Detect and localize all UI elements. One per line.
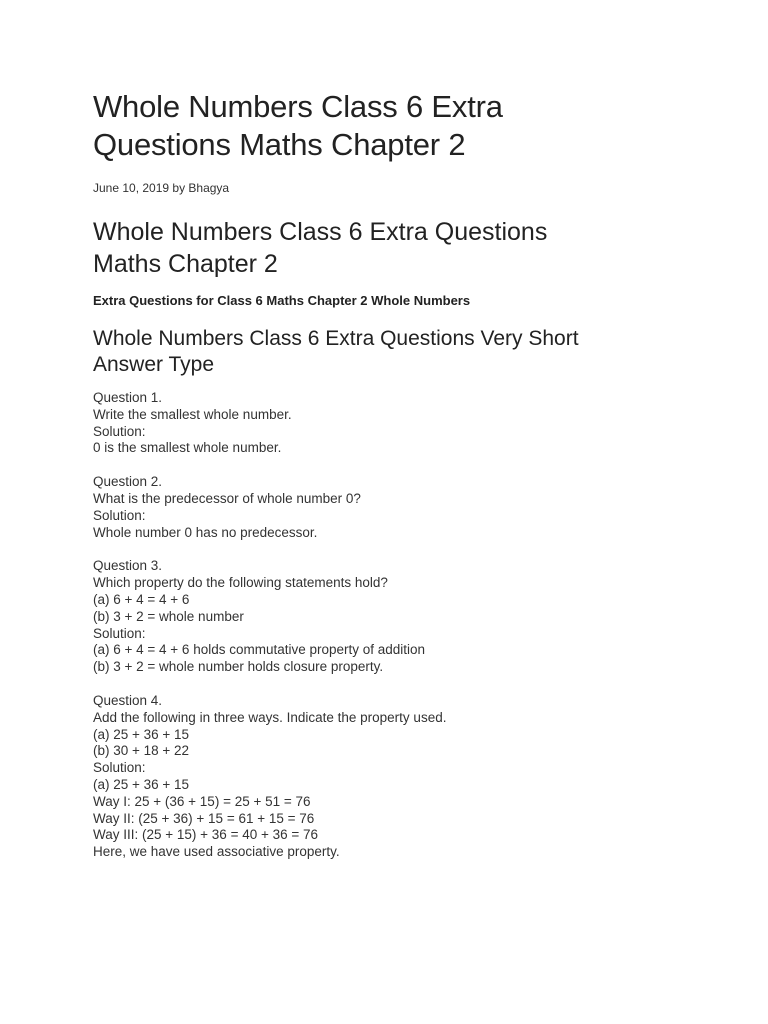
question-line: Here, we have used associative property.: [93, 844, 340, 860]
question-line: Solution:: [93, 423, 146, 439]
question-line: (a) 25 + 36 + 15: [93, 776, 190, 792]
question-line: (b) 3 + 2 = whole number: [93, 608, 244, 624]
question-line: (a) 6 + 4 = 4 + 6: [93, 591, 190, 607]
question-block-2: [93, 474, 708, 541]
section-heading: [93, 326, 708, 378]
section-heading-line-1: Whole Numbers Class 6 Extra Questions Very Short: [93, 327, 579, 350]
question-line: (a) 25 + 36 + 15: [93, 726, 190, 742]
question-block-3: [93, 558, 708, 676]
question-line: Whole number 0 has no predecessor.: [93, 524, 318, 540]
article-heading-line-2: Maths Chapter 2: [93, 250, 278, 278]
question-line: Way III: (25 + 15) + 36 = 40 + 36 = 76: [93, 827, 319, 843]
article-title-line-1: Whole Numbers Class 6 Extra: [93, 89, 503, 124]
question-line: Which property do the following statements hold?: [93, 575, 388, 591]
question-line: Solution:: [93, 760, 146, 776]
question-line: (b) 30 + 18 + 22: [93, 743, 190, 759]
article-heading-line-1: Whole Numbers Class 6 Extra Questions: [93, 218, 548, 246]
question-line: Way I: 25 + (36 + 15) = 25 + 51 = 76: [93, 793, 311, 809]
question-line: Question 3.: [93, 558, 163, 574]
question-line: 0 is the smallest whole number.: [93, 440, 282, 456]
question-line: Add the following in three ways. Indicate the property used.: [93, 709, 447, 725]
question-block-1: [93, 390, 708, 457]
article-subheading: Extra Questions for Class 6 Maths Chapter 2 Whole Numbers: [93, 293, 471, 308]
question-list: [93, 390, 708, 861]
section-heading-line-2: Answer Type: [93, 353, 215, 376]
question-line: Question 1.: [93, 390, 163, 405]
article-title: [93, 88, 708, 164]
question-line: Question 2.: [93, 474, 163, 490]
article-title-line-2: Questions Maths Chapter 2: [93, 127, 466, 162]
question-line: (b) 3 + 2 = whole number holds closure property.: [93, 659, 384, 675]
question-line: Solution:: [93, 625, 146, 641]
question-line: Write the smallest whole number.: [93, 406, 292, 422]
article-heading: [93, 216, 708, 280]
question-line: Solution:: [93, 507, 146, 523]
question-line: Question 4.: [93, 692, 163, 708]
article-meta: June 10, 2019 by Bhagya: [93, 181, 230, 195]
question-block-4: [93, 693, 708, 861]
question-line: (a) 6 + 4 = 4 + 6 holds commutative property of addition: [93, 642, 426, 658]
question-line: What is the predecessor of whole number 0?: [93, 490, 361, 506]
question-line: Way II: (25 + 36) + 15 = 61 + 15 = 76: [93, 810, 315, 826]
